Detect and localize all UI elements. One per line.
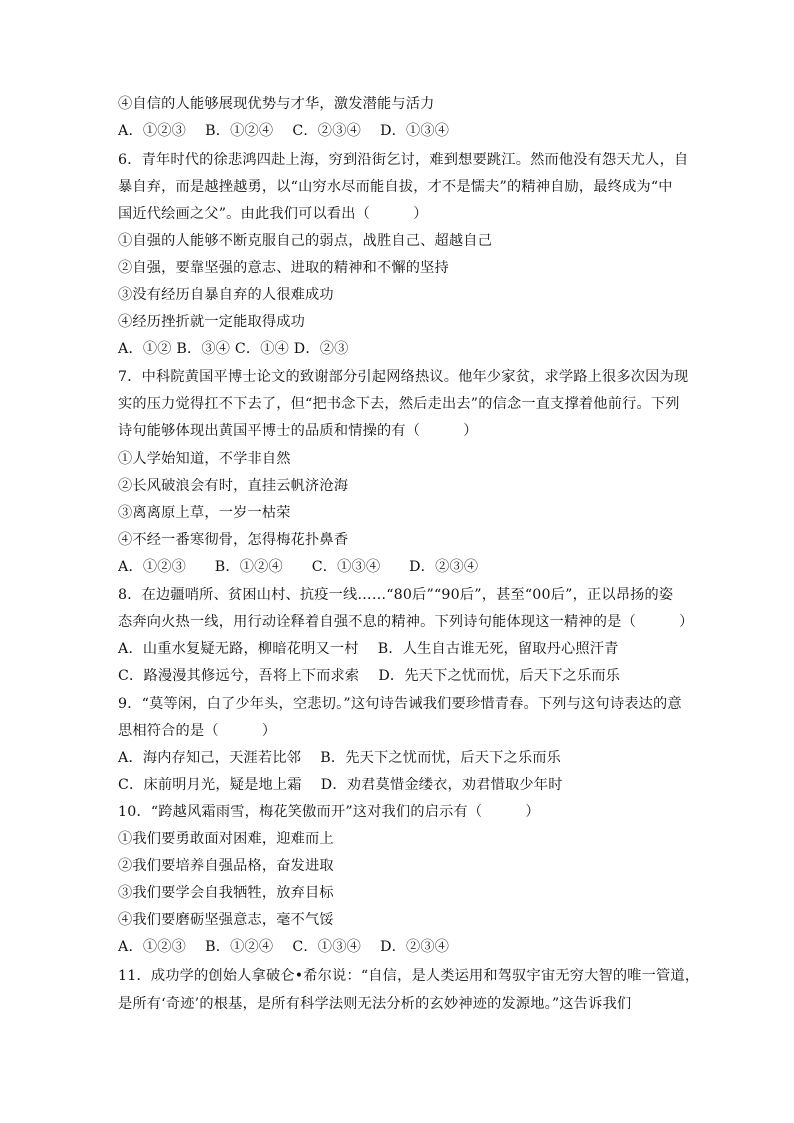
question-11: 11．成功学的创始人拿破仑•希尔说：“自信，是人类运用和驾驭宇宙无穷大智的唯一管道，	[118, 968, 700, 984]
answer-choices-8: C．路漫漫其修远兮，吾将上下而求索 D．先天下之忧而忧，后天下之乐而乐	[118, 668, 621, 684]
question-9-cont: 思相符合的是（ ）	[118, 723, 277, 739]
question-6-cont: 暴自弃，而是越挫越勇，以“山穷水尽而能自拔，才不是懦夫”的精神自励，最终成为“中	[118, 179, 673, 195]
statement-item: ④不经一番寒彻骨，怎得梅花扑鼻香	[118, 532, 349, 548]
answer-choices-10: A．①②③ B．①②④ C．①③④ D．②③④	[118, 939, 450, 955]
statement-item: ④经历挫折就一定能取得成功	[118, 314, 306, 330]
answer-choices-6: A．①② B．③④ C．①④ D．②③	[118, 341, 349, 357]
question-6-cont: 国近代绘画之父”。由此我们可以看出（ ）	[118, 206, 428, 222]
question-10: 10．“跨越风霜雨雪，梅花笑傲而开”这对我们的启示有（ ）	[118, 804, 540, 820]
statement-item: ④我们要磨砺坚强意志，毫不气馁	[118, 912, 334, 928]
question-8: 8．在边疆哨所、贫困山村、抗疫一线……“80后”“90后”，甚至“00后”，正以昂扬的姿	[118, 587, 674, 603]
statement-item: ③离离原上草，一岁一枯荣	[118, 505, 291, 521]
question-7-cont: 实的压力觉得扛不下去了，但“把书念下去，然后走出去”的信念一直支撑着他前行。下列	[118, 396, 680, 412]
question-7: 7．中科院黄国平博士论文的致谢部分引起网络热议。他年少家贫，求学路上很多次因为现	[118, 369, 689, 385]
statement-item: ②我们要培养自强品格，奋发进取	[118, 858, 334, 874]
answer-choices-9: C．床前明月光，疑是地上霜 D．劝君莫惜金缕衣，劝君惜取少年时	[118, 777, 563, 793]
statement-item: ②长风破浪会有时，直挂云帆济沧海	[118, 478, 349, 494]
question-6: 6．青年时代的徐悲鸿四赴上海，穷到沿街乞讨，难到想要跳江。然而他没有怨天尤人，自	[118, 152, 689, 168]
statement-item: ③没有经历自暴自弃的人很难成功	[118, 287, 334, 303]
answer-choices-5: A．①②③ B．①②④ C．②③④ D．①③④	[118, 123, 450, 139]
statement-item: ①自强的人能够不断克服自己的弱点，战胜自己、超越自己	[118, 233, 493, 249]
answer-choices-9: A．海内存知己，天涯若比邻 B．先天下之忧而忧，后天下之乐而乐	[118, 750, 562, 766]
statement-item: ③我们要学会自我牺牲，放弃目标	[118, 885, 334, 901]
answer-choices-7: A．①②③ B．①②④ C．①③④ D．②③④	[118, 559, 479, 575]
question-7-cont: 诗句能够体现出黄国平博士的品质和情操的有（ ）	[118, 423, 478, 439]
question-11-cont: 是所有‘奇迹’的根基，是所有科学法则无法分析的玄妙神迹的发源地。”这告诉我们	[118, 996, 632, 1012]
statement-item: ①人学始知道，不学非自然	[118, 451, 291, 467]
question-8-cont: 态奔向火热一线，用行动诠释着自强不息的精神。下列诗句能体现这一精神的是（ ）	[118, 614, 694, 630]
statement-item: ①我们要勇敢面对困难，迎难而上	[118, 831, 334, 847]
option-line-4: ④自信的人能够展现优势与才华，激发潜能与活力	[118, 96, 435, 112]
statement-item: ②自强，要靠坚强的意志、进取的精神和不懈的坚持	[118, 260, 449, 276]
question-9: 9．“莫等闲，白了少年头，空悲切。”这句诗告诫我们要珍惜青春。下列与这句诗表达的意	[118, 696, 682, 712]
answer-choices-8: A．山重水复疑无路，柳暗花明又一村 B．人生自古谁无死，留取丹心照汗青	[118, 641, 619, 657]
